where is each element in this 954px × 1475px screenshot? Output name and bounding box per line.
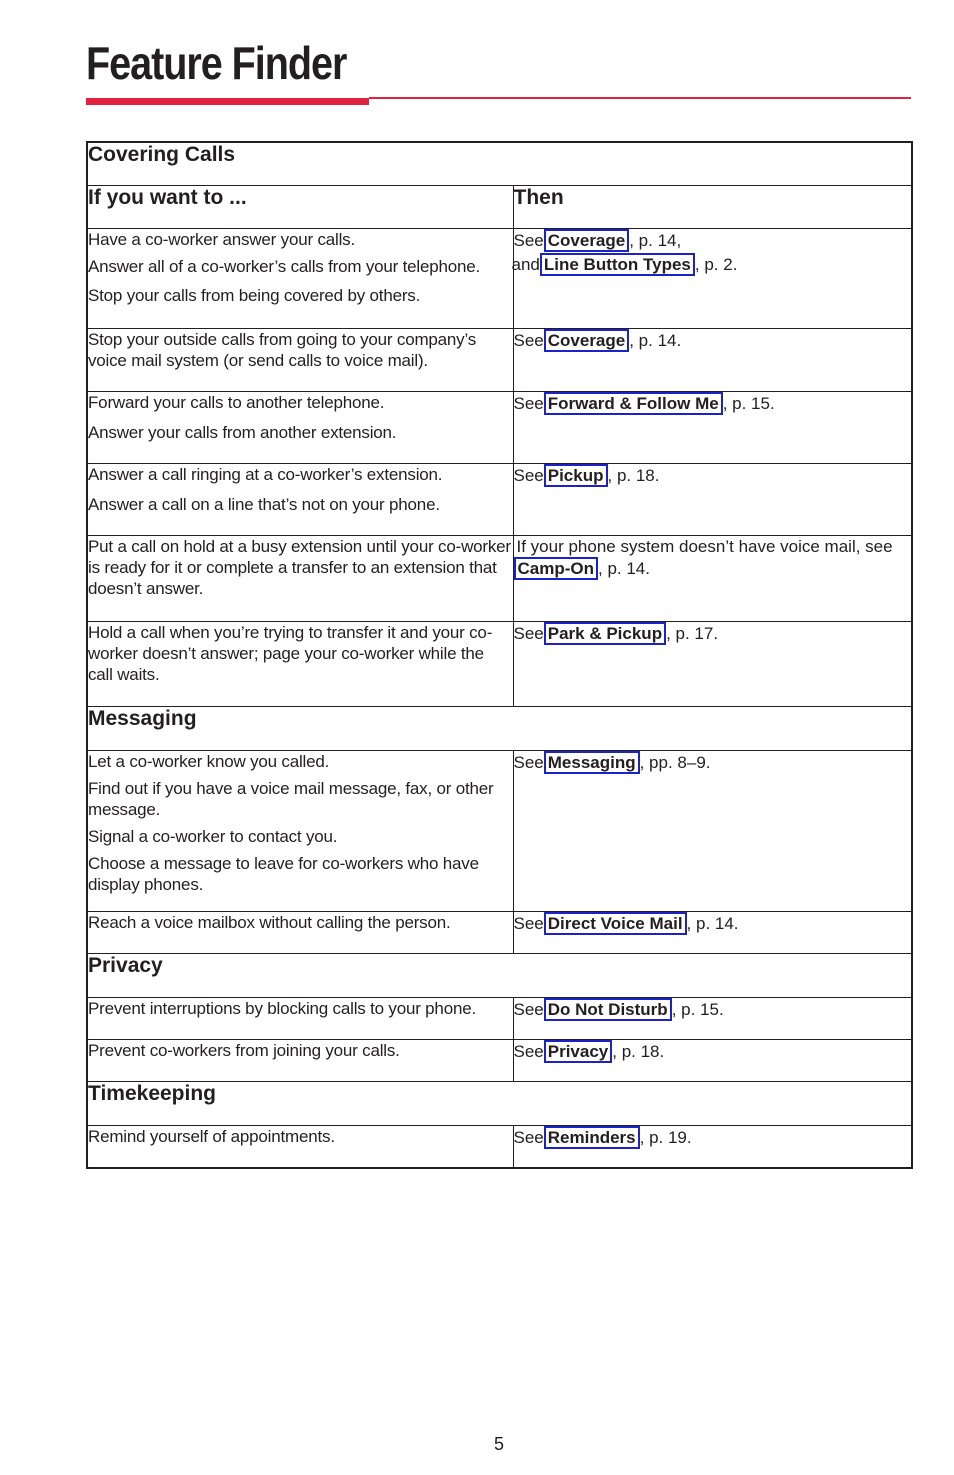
table-row — [87, 1040, 912, 1082]
table-row — [87, 329, 912, 392]
reference-cell — [513, 1126, 912, 1168]
title-rule-thick — [86, 98, 369, 105]
task-text: Answer all of a co-worker’s calls from your telephone. — [88, 257, 481, 276]
section-row — [87, 707, 912, 751]
reference-prefix: See — [513, 1042, 544, 1061]
table-row — [87, 392, 912, 464]
reference-suffix: , p. 14. — [598, 559, 650, 578]
reference-prefix: See — [513, 466, 544, 485]
direct-voice-mail-link[interactable]: Direct Voice Mail — [544, 912, 687, 935]
task-text: Prevent co-workers from joining your calls. — [88, 1041, 400, 1060]
task-text: Answer your calls from another extension. — [88, 423, 397, 442]
task-cell — [87, 464, 513, 536]
task-cell — [87, 751, 513, 912]
reference-cell — [513, 536, 912, 622]
task-cell — [87, 912, 513, 954]
section-row — [87, 954, 912, 998]
task-cell — [87, 536, 513, 622]
task-cell — [87, 392, 513, 464]
task-cell — [87, 329, 513, 392]
reference-prefix: See — [513, 914, 544, 933]
reference-cell — [513, 464, 912, 536]
reference-prefix: See — [513, 624, 544, 643]
reference-cell — [513, 392, 912, 464]
reference-suffix: , pp. 8–9. — [639, 753, 711, 772]
reference-prefix: See — [513, 753, 544, 772]
section-heading: Covering Calls — [87, 142, 912, 186]
reference-cell — [513, 751, 912, 912]
messaging-link[interactable]: Messaging — [544, 751, 640, 774]
table-row — [87, 1126, 912, 1168]
reference-suffix: , p. 14. — [629, 331, 682, 350]
section-heading: Timekeeping — [87, 1082, 912, 1126]
reference-suffix: , p. 18. — [607, 466, 660, 485]
task-text: Stop your outside calls from going to your company’s voice mail system (or send calls to voice mail). — [88, 330, 477, 370]
reference-prefix: See — [513, 394, 544, 413]
column-header-row — [87, 186, 912, 229]
task-text: Choose a message to leave for co-workers who have display phones. — [88, 854, 479, 894]
table-row — [87, 536, 912, 622]
task-text: Hold a call when you’re trying to transfer it and your co-worker doesn’t answer; page your co-worker while the call waits. — [88, 623, 493, 684]
table-row — [87, 622, 912, 707]
page-number: 5 — [493, 1434, 504, 1454]
table-row — [87, 464, 912, 536]
privacy-link[interactable]: Privacy — [544, 1040, 613, 1063]
table-row — [87, 998, 912, 1040]
line-button-types-link[interactable]: Line Button Types — [540, 253, 695, 276]
title-rule-thin — [369, 97, 911, 99]
camp-on-link[interactable]: Camp-On — [514, 557, 599, 580]
reference-prefix: See — [513, 231, 544, 250]
task-text: Prevent interruptions by blocking calls to your phone. — [88, 999, 476, 1018]
task-text: Answer a call on a line that’s not on your phone. — [88, 495, 440, 514]
reference-cell — [513, 912, 912, 954]
table-row — [87, 229, 912, 329]
task-cell — [87, 1040, 513, 1082]
section-row — [87, 1082, 912, 1126]
table-row — [87, 751, 912, 912]
table-row — [87, 912, 912, 954]
reference-prefix: See — [513, 1128, 544, 1147]
column-header-then: Then — [513, 186, 912, 229]
task-cell — [87, 229, 513, 329]
forward-follow-me-link[interactable]: Forward & Follow Me — [544, 392, 723, 415]
task-text: Let a co-worker know you called. — [88, 752, 330, 771]
feature-finder-table — [86, 141, 913, 1169]
section-row — [87, 142, 912, 186]
task-text: Find out if you have a voice mail message, fax, or other message. — [88, 779, 494, 819]
reference-suffix: , p. 14, — [629, 231, 682, 250]
reference-suffix: , p. 19. — [639, 1128, 692, 1147]
task-text: Have a co-worker answer your calls. — [88, 230, 355, 249]
task-cell — [87, 622, 513, 707]
reference-suffix: , p. 14. — [686, 914, 739, 933]
do-not-disturb-link[interactable]: Do Not Disturb — [544, 998, 672, 1021]
task-cell — [87, 1126, 513, 1168]
reference-suffix: , p. 2. — [694, 255, 738, 274]
task-text: Reach a voice mailbox without calling the person. — [88, 913, 451, 932]
task-text: Signal a co-worker to contact you. — [88, 827, 338, 846]
section-heading: Messaging — [87, 707, 912, 751]
task-cell — [87, 998, 513, 1040]
reference-cell — [513, 229, 912, 329]
reference-prefix: See — [513, 1000, 544, 1019]
task-text: Remind yourself of appointments. — [88, 1127, 335, 1146]
section-heading: Privacy — [87, 954, 912, 998]
task-text: Forward your calls to another telephone. — [88, 393, 385, 412]
park-pickup-link[interactable]: Park & Pickup — [544, 622, 666, 645]
column-header-want: If you want to ... — [87, 186, 513, 229]
reference-cell — [513, 1040, 912, 1082]
pickup-link[interactable]: Pickup — [544, 464, 608, 487]
coverage-link[interactable]: Coverage — [544, 229, 629, 252]
reference-suffix: , p. 15. — [671, 1000, 724, 1019]
reference-cell — [513, 329, 912, 392]
coverage-link[interactable]: Coverage — [544, 329, 629, 352]
reference-suffix: , p. 18. — [612, 1042, 665, 1061]
reference-suffix: , p. 17. — [666, 624, 719, 643]
task-text: Put a call on hold at a busy extension until your co-worker is ready for it or complete a transfer to an extension that doesn’t answer. — [88, 537, 511, 598]
reference-cell — [513, 622, 912, 707]
reference-prefix: and — [511, 255, 540, 274]
reference-cell — [513, 998, 912, 1040]
reference-suffix: , p. 15. — [722, 394, 775, 413]
task-text: Answer a call ringing at a co-worker’s extension. — [88, 465, 443, 484]
reference-prefix: See — [513, 331, 544, 350]
page-title: Feature Finder — [86, 37, 347, 89]
task-text: Stop your calls from being covered by others. — [88, 286, 421, 305]
reference-prefix: If your phone system doesn’t have voice mail, see — [516, 537, 893, 556]
reminders-link[interactable]: Reminders — [544, 1126, 640, 1149]
